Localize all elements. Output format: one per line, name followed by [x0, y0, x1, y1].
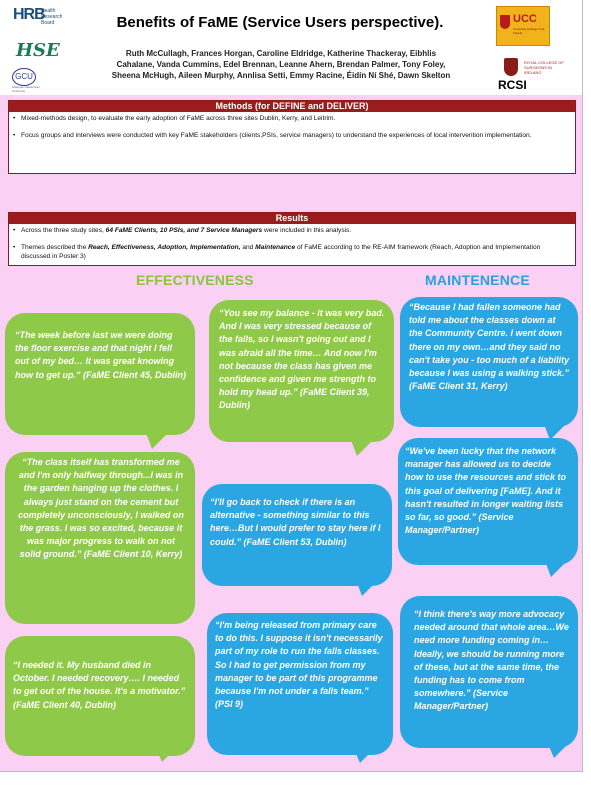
quote-bubble: [400, 297, 578, 427]
ucc-crest-icon: [500, 15, 510, 29]
quote-bubble: [5, 313, 195, 435]
ucc-logo-text: UCC: [513, 13, 537, 25]
author-line-2: Cahalane, Vanda Cummins, Edel Brennan, Leanne Ahern, Brendan Palmer, Tony Foley,: [116, 60, 446, 69]
results-bullet: [21, 243, 569, 261]
quote-text: “I'll go back to check if there is an alternative - something similar to this here…But I would prefer to stay here if I could.” (FaME Client 53, Dublin): [210, 497, 381, 547]
quote-bubble: [400, 596, 578, 748]
poster-title: Benefits of FaME (Service Users perspective).: [116, 14, 444, 31]
gcu-logo-mark: GCU: [12, 68, 36, 86]
quote-text: “You see my balance - it was very bad. And I was very stressed because of the falls, so I wasn't going out and I was afraid all the time… And now I'm not because the class has given me confidence and given me strength to hold my head up.” (FaME Client 39, Dublin): [219, 308, 385, 411]
quote-bubble-tail: [160, 600, 184, 618]
quote-text: “I'm being released from primary care to do this. I suppose it isn't necessarily part of my role to run the falls classes. So I had to get permission from my manager to be part of this programme because I'm not under a falls team.” (PSI 9): [215, 620, 383, 710]
rcsi-logo-text: RCSI: [498, 78, 527, 92]
methods-bullet: • Mixed-methods design, to evaluate the early adoption of FaME across three sites Dublin, Kerry, and Leitrim.: [21, 114, 569, 123]
methods-heading: Methods (for DEFINE and DELIVER): [9, 101, 575, 112]
gcu-logo: [12, 68, 42, 93]
quote-bubble: [398, 438, 578, 565]
quote-bubble: [202, 484, 392, 586]
quote-text: “I needed it. My husband died in October. I needed recovery…. I needed to get out of the house. It's a motivator.” (FaME Client 40, Dublin): [13, 660, 186, 710]
effectiveness-heading: EFFECTIVENESS: [136, 272, 254, 288]
results-bullet-text: Across the three study sites,: [21, 227, 106, 234]
quote-bubble: [5, 452, 195, 624]
quote-text: “The class itself has transformed me and I'm only halfway through...I was in the garden hanging up the clothes. I always just stand on the cement but completely unconsciously, I walked on the grass. I was so excited, because it was major progress to walk on not solid ground.” (FaME Client 10, Kerry): [18, 457, 184, 560]
author-line-1: Ruth McCullagh, Frances Horgan, Caroline Eldridge, Katherine Thackeray, Eibhlis: [125, 49, 437, 58]
quote-bubble-tail: [356, 580, 378, 596]
results-bullet-text: Themes described the: [21, 244, 89, 251]
hrb-logo-text: HRB: [13, 6, 45, 23]
ucc-logo: [496, 6, 550, 46]
methods-section: [8, 100, 576, 174]
quote-bubble: [207, 613, 393, 755]
results-section: [8, 212, 576, 266]
quote-bubble-tail: [146, 433, 168, 449]
ucc-logo-subtext: University College Cork, Ireland: [513, 27, 546, 35]
results-bullet-text: of FaME according to the RE-AIM framework (Reach, Adoption and Implementation discussed in Poster 3): [21, 244, 541, 260]
hse-logo: HSE: [16, 40, 60, 61]
quote-bubble-tail: [545, 561, 567, 577]
quote-bubble-tail: [548, 744, 568, 758]
quote-bubble-tail: [156, 748, 176, 762]
author-line-3: Sheena McHugh, Aileen Murphy, Annlisa Setti, Emmy Racine, Éidín Ní Shé, Dawn Skelton: [111, 71, 451, 80]
rcsi-crest-icon: [504, 58, 518, 76]
results-heading: Results: [9, 213, 575, 224]
quote-bubble-tail: [354, 749, 374, 763]
rcsi-logo: [498, 58, 568, 92]
results-bullet-emphasis: 64 FaME Clients, 10 PSIs, and 7 Service Managers: [105, 227, 263, 234]
author-list: [106, 48, 456, 81]
poster-header: [0, 0, 582, 95]
gcu-logo-subtext: Glasgow Caledonian University: [12, 85, 40, 93]
methods-list: [9, 114, 575, 140]
results-bullet-text: and: [240, 244, 256, 251]
results-bullet: [21, 226, 569, 235]
quote-text: “I think there's way more advocacy needed around that whole area…We need more funding coming in…Ideally, we should be running more of these, but at the same time, the funding has to come from somewhere.” (Service Manager/Partner): [414, 609, 569, 712]
maintenance-heading: MAINTENENCE: [425, 272, 530, 288]
results-list: [9, 226, 575, 261]
methods-bullet: • Focus groups and interviews were conducted with key FaME stakeholders (clients,PSIs, service managers) to understand the experiences of local intervention implementation.: [21, 131, 569, 140]
rcsi-logo-subtext: ROYAL COLLEGE OF SURGEONS IN IRELAND: [524, 60, 564, 75]
results-bullet-text: were included in this analysis.: [262, 227, 352, 234]
quote-bubble: [209, 300, 394, 442]
quote-text: “We've been lucky that the network manager has allowed us to decide how to use the resources and stick to this goal of delivering [FaME]. And it hasn't resulted in longer waiting lists so far, so good.” (Service Manager/Partner): [405, 446, 567, 536]
hrb-logo-subtext: Health Research Board: [41, 8, 63, 26]
quote-bubble-tail: [351, 440, 373, 456]
quote-text: “The week before last we were doing the floor exercise and that night I fell out of my bed… It was great knowing how to get up.” (FaME Client 45, Dublin): [15, 330, 186, 380]
quote-text: “Because I had fallen someone had told me about the classes down at the Community Centre. I went down there on my own…and they said no can't take you - too much of a liability because I was using a walking stick.” (FaME Client 31, Kerry): [409, 302, 570, 392]
quote-bubble: [5, 636, 195, 756]
hrb-logo: [13, 6, 73, 32]
results-bullet-emphasis: Maintenance: [255, 244, 296, 251]
results-bullet-emphasis: Reach, Effectiveness, Adoption, Implementation,: [88, 244, 241, 251]
